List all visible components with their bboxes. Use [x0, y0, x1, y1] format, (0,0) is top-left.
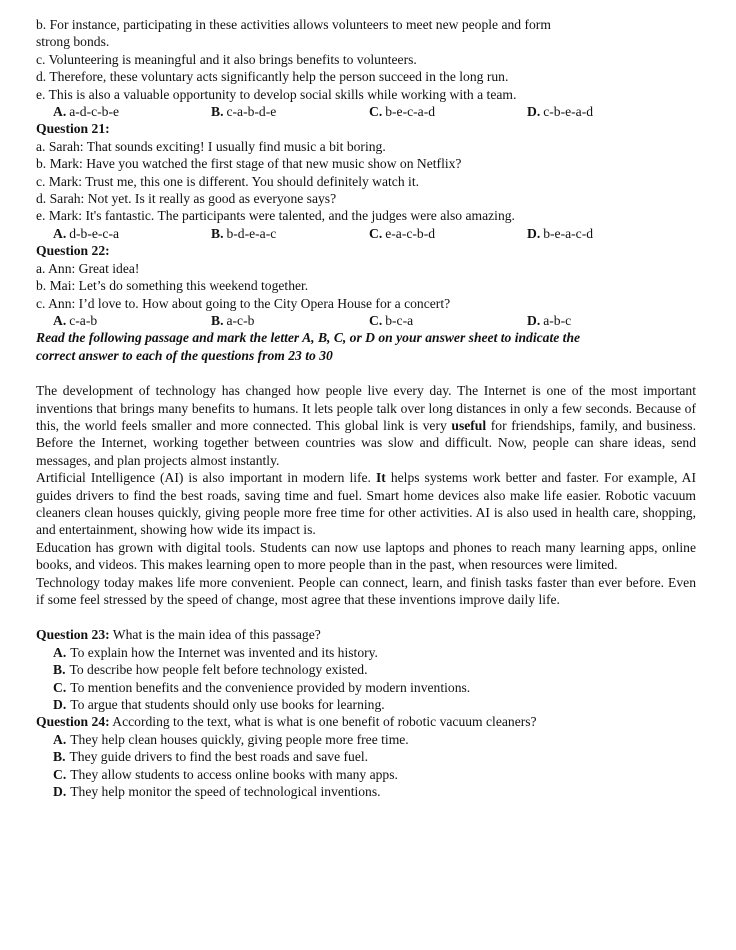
passage-paragraph-4: Technology today makes life more convenient. People can connect, learn, and finish tasks faster than ever before. Even if some feel stressed by the speed of change, most agree that these inventions improve daily life.: [36, 574, 696, 607]
question-21-sentences: [36, 138, 696, 225]
question-22-options: [36, 312, 696, 329]
reading-instruction: [36, 329, 696, 364]
sentence-c: c. Ann: I’d love to. How about going to the City Opera House for a concert?: [36, 295, 451, 311]
question-20-sentences: [36, 16, 696, 103]
spacer: [36, 608, 696, 626]
answer-a: A. They help clean houses quickly, giving people more free time.: [53, 731, 409, 747]
answer-b: B. To describe how people felt before technology existed.: [53, 662, 368, 678]
answer-c: C. To mention benefits and the convenience provided by modern inventions.: [53, 679, 471, 695]
question-23-stem: Question 23: What is the main idea of this passage?: [36, 627, 321, 643]
option-a: A. d-b-e-c-a: [53, 225, 120, 241]
option-d: D. c-b-e-a-d: [527, 104, 594, 120]
question-22-sentences: [36, 260, 696, 312]
sentence-d: d. Therefore, these voluntary acts significantly help the person succeed in the long run.: [36, 69, 509, 85]
question-20-options: [36, 103, 696, 120]
answer-b: B. They guide drivers to find the best roads and save fuel.: [53, 749, 369, 765]
spacer: [36, 364, 696, 382]
option-a: A. a-d-c-b-e: [53, 104, 120, 120]
question-21-options: [36, 225, 696, 242]
sentence-c: c. Mark: Trust me, this one is different. You should definitely watch it.: [36, 173, 419, 189]
option-c: C. e-a-c-b-d: [369, 225, 436, 241]
answer-d: D. They help monitor the speed of technological inventions.: [53, 784, 381, 800]
sentence-e: e. Mark: It's fantastic. The participants were talented, and the judges were also amazing.: [36, 208, 515, 224]
passage-paragraph-1: The development of technology has changed how people live every day. The Internet is one of the most important inventions that brings many benefits to humans. It lets people talk over long distances in only a few seconds. Because of this, the world feels smaller and more connected. This global link is very useful for friendships, family, and business. Before the Internet, working together between countries was slow and difficult. Now, people can share ideas, send messages, and plan projects almost instantly.: [36, 383, 696, 468]
sentence-b: b. For instance, participating in these activities allows volunteers to meet new people and form: [36, 17, 551, 32]
passage-paragraph-3: Education has grown with digital tools. Students can now use laptops and phones to reach many learning apps, online books, and videos. This makes learning open to more people than in the past, when resources were limited.: [36, 539, 696, 573]
instruction-line-1: Read the following passage and mark the letter A, B, C, or D on your answer sheet to indicate the: [36, 330, 581, 346]
highlighted-word-it: It: [375, 470, 386, 486]
sentence-b: b. Mark: Have you watched the first stage of that new music show on Netflix?: [36, 156, 462, 172]
answer-d: D. To argue that students should only use books for learning.: [53, 697, 385, 713]
sentence-d: d. Sarah: Not yet. Is it really as good as everyone says?: [36, 191, 337, 207]
answer-c: C. They allow students to access online books with many apps.: [53, 766, 398, 782]
highlighted-word-useful: useful: [451, 417, 487, 433]
sentence-b: b. Mai: Let’s do something this weekend together.: [36, 278, 309, 294]
sentence-c: c. Volunteering is meaningful and it also brings benefits to volunteers.: [36, 51, 417, 67]
sentence-b-cont: strong bonds.: [36, 34, 110, 50]
option-c: C. b-e-c-a-d: [369, 104, 436, 120]
question-21-title: Question 21:: [36, 121, 110, 137]
option-b: B. c-a-b-d-e: [211, 104, 277, 120]
reading-passage: [36, 382, 696, 608]
sentence-a: a. Ann: Great idea!: [36, 260, 140, 276]
question-22-title: Question 22:: [36, 243, 110, 259]
sentence-a: a. Sarah: That sounds exciting! I usually find music a bit boring.: [36, 138, 386, 154]
option-b: B. b-d-e-a-c: [211, 225, 277, 241]
question-24-stem: Question 24: According to the text, what is what is one benefit of robotic vacuum cleaners?: [36, 714, 537, 730]
passage-paragraph-2: Artificial Intelligence (AI) is also important in modern life. It helps systems work better and faster. For example, AI guides drivers to find the best roads, saving time and fuel. Smart home devices also make life easier. Robotic vacuum cleaners clean houses quickly, giving people more free time for other activities. AI is also used in health care, shopping, and entertainment, showing how wide its impact is.: [36, 470, 696, 538]
option-d: D. a-b-c: [527, 312, 572, 328]
option-a: A. c-a-b: [53, 312, 98, 328]
sentence-e: e. This is also a valuable opportunity to develop social skills while working with a team.: [36, 86, 517, 102]
option-c: C. b-c-a: [369, 312, 414, 328]
option-d: D. b-e-a-c-d: [527, 225, 594, 241]
answer-a: A. To explain how the Internet was invented and its history.: [53, 644, 378, 660]
option-b: B. a-c-b: [211, 312, 255, 328]
instruction-line-2: correct answer to each of the questions from 23 to 30: [36, 347, 333, 363]
